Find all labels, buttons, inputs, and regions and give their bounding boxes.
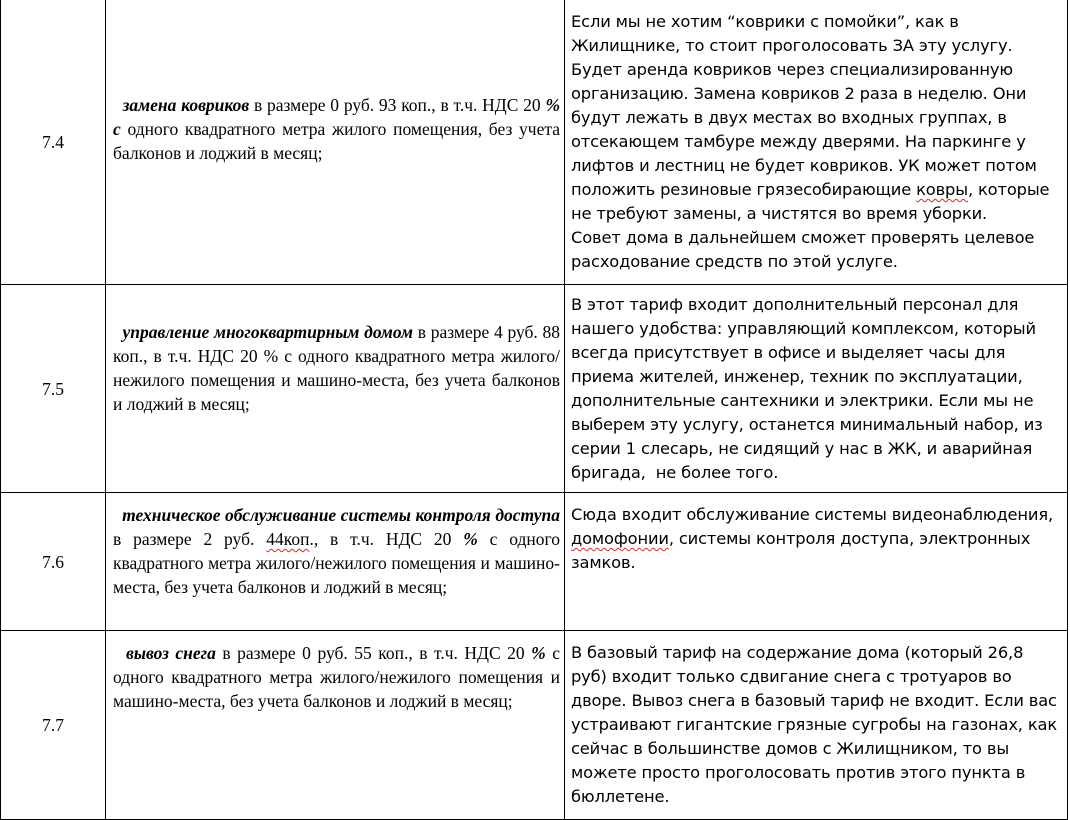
service-name: техническое обслуживание системы контроля доступа [122, 505, 560, 525]
comment-cell [565, 0, 1068, 285]
service-description [106, 0, 565, 285]
service-name: замена ковриков [122, 95, 250, 115]
item-number: 7.5 [1, 285, 106, 493]
table-row [1, 285, 1068, 493]
service-name: управление многоквартирным домом [122, 322, 413, 342]
comment-line: приема жителей, инженер, техник по эксплуатации, [571, 367, 1023, 386]
spellcheck-flagged-word: ковры [916, 180, 968, 199]
comment-line: Будет аренда ковриков через специализированную [571, 60, 1013, 79]
comment-line: руб) входит только сдвигание снега с тротуаров во [571, 667, 1012, 686]
table-row [1, 631, 1068, 820]
comment-line: В этот тариф входит дополнительный персонал для [571, 295, 1019, 314]
comment-fragment: положить резиновые грязесобирающие ковры, которые [571, 180, 1050, 199]
comment-cell [565, 285, 1068, 493]
comment-line: замков. [571, 553, 636, 572]
comment-cell [565, 493, 1068, 631]
comment-cell [565, 631, 1068, 820]
description-text [113, 320, 560, 416]
spellcheck-flagged-word: 44коп [266, 529, 310, 549]
comment-line: дополнительные сантехники и электрики. Если мы не [571, 391, 1034, 410]
comment-line: всегда присутствует в офисе и выделяет часы для [571, 343, 1006, 362]
description-part: с одного квадратного метра жилого/нежилого помещения и машино-места, без учета балконов и лоджий в месяц; [113, 643, 561, 711]
table-row [1, 493, 1068, 631]
description-part: с одного квадратного метра жилого/нежилого помещения и машино-места, без учета балконов и лоджий в месяц; [113, 529, 560, 597]
comment-line: бригада, не более того. [571, 463, 779, 482]
comment-line: можете просто проголосовать против этого пункта в [571, 763, 1026, 782]
description-text [113, 641, 560, 713]
description-part: в размере 2 руб. [113, 529, 267, 549]
description-part: в размере 0 руб. 55 коп., в т.ч. НДС 20 [215, 643, 532, 663]
comment-line: организацию. Замена ковриков 2 раза в неделю. Они [571, 84, 1027, 103]
description-part: ., в т.ч. НДС 20 [309, 529, 464, 549]
vat-percent-marker: % [463, 529, 478, 549]
comment-line: В базовый тариф на содержание дома (который 26,8 [571, 643, 1024, 662]
comment-line: дворе. Вывоз снега в базовый тариф не входит. Если вас [571, 691, 1057, 710]
comment-line: будут лежать в двух местах во входных группах, в [571, 108, 1007, 127]
comment-line: отсекающем тамбуре между дверями. На паркинге у [571, 132, 1026, 151]
description-text [113, 93, 560, 165]
description-part: в размере 4 руб. 88 коп., в т.ч. НДС 20 % с одного квадратного метра жилого/нежилого помещения и машино-места, без учета балконов и лоджий в месяц; [113, 322, 561, 414]
comment-line: лифтов и лестниц не будет ковриков. УК может потом [571, 156, 1037, 175]
comment-line: бюллетене. [571, 787, 670, 806]
vat-percent-marker: % с [113, 95, 561, 139]
vat-percent-marker: % [531, 643, 546, 663]
service-description [106, 285, 565, 493]
item-number: 7.7 [1, 631, 106, 820]
comment-line: сейчас в большинстве домов с Жилищником, то вы [571, 739, 1010, 758]
description-part: одного квадратного метра жилого помещения, без учета балконов и лоджий в месяц; [113, 119, 560, 163]
comment-line-with-spellcheck [571, 178, 1061, 202]
comment-line: не требуют замены, а чистятся во время уборки. [571, 204, 988, 223]
item-number: 7.6 [1, 493, 106, 631]
comment-line: Совет дома в дальнейшем сможет проверять целевое [571, 228, 1035, 247]
spellcheck-flagged-word: домофонии [571, 529, 669, 548]
comment-line: Если мы не хотим “коврики с помойки”, как в [571, 12, 959, 31]
comment-line: домофонии, системы контроля доступа, электронных [571, 529, 1031, 548]
table-row [1, 0, 1068, 285]
comment-line: выберем эту услугу, останется минимальный набор, из [571, 415, 1043, 434]
description-part: в размере 0 руб. 93 коп., в т.ч. НДС 20 [249, 95, 546, 115]
comment-line: Жилищнике, то стоит проголосовать ЗА эту услугу. [571, 36, 1013, 55]
service-name: вывоз снега [126, 643, 216, 663]
comment-line: расходование средств по этой услуге. [571, 252, 898, 271]
service-description [106, 493, 565, 631]
comment-line: серии 1 слесарь, не сидящий у нас в ЖК, и аварийная [571, 439, 1033, 458]
description-text [113, 503, 560, 599]
comment-line: Сюда входит обслуживание системы видеонаблюдения, [571, 505, 1054, 524]
item-number: 7.4 [1, 0, 106, 285]
comment-line: устраивают гигантские грязные сугробы на газонах, как [571, 715, 1058, 734]
service-description [106, 631, 565, 820]
comment-line: нашего удобства: управляющий комплексом, который [571, 319, 1036, 338]
